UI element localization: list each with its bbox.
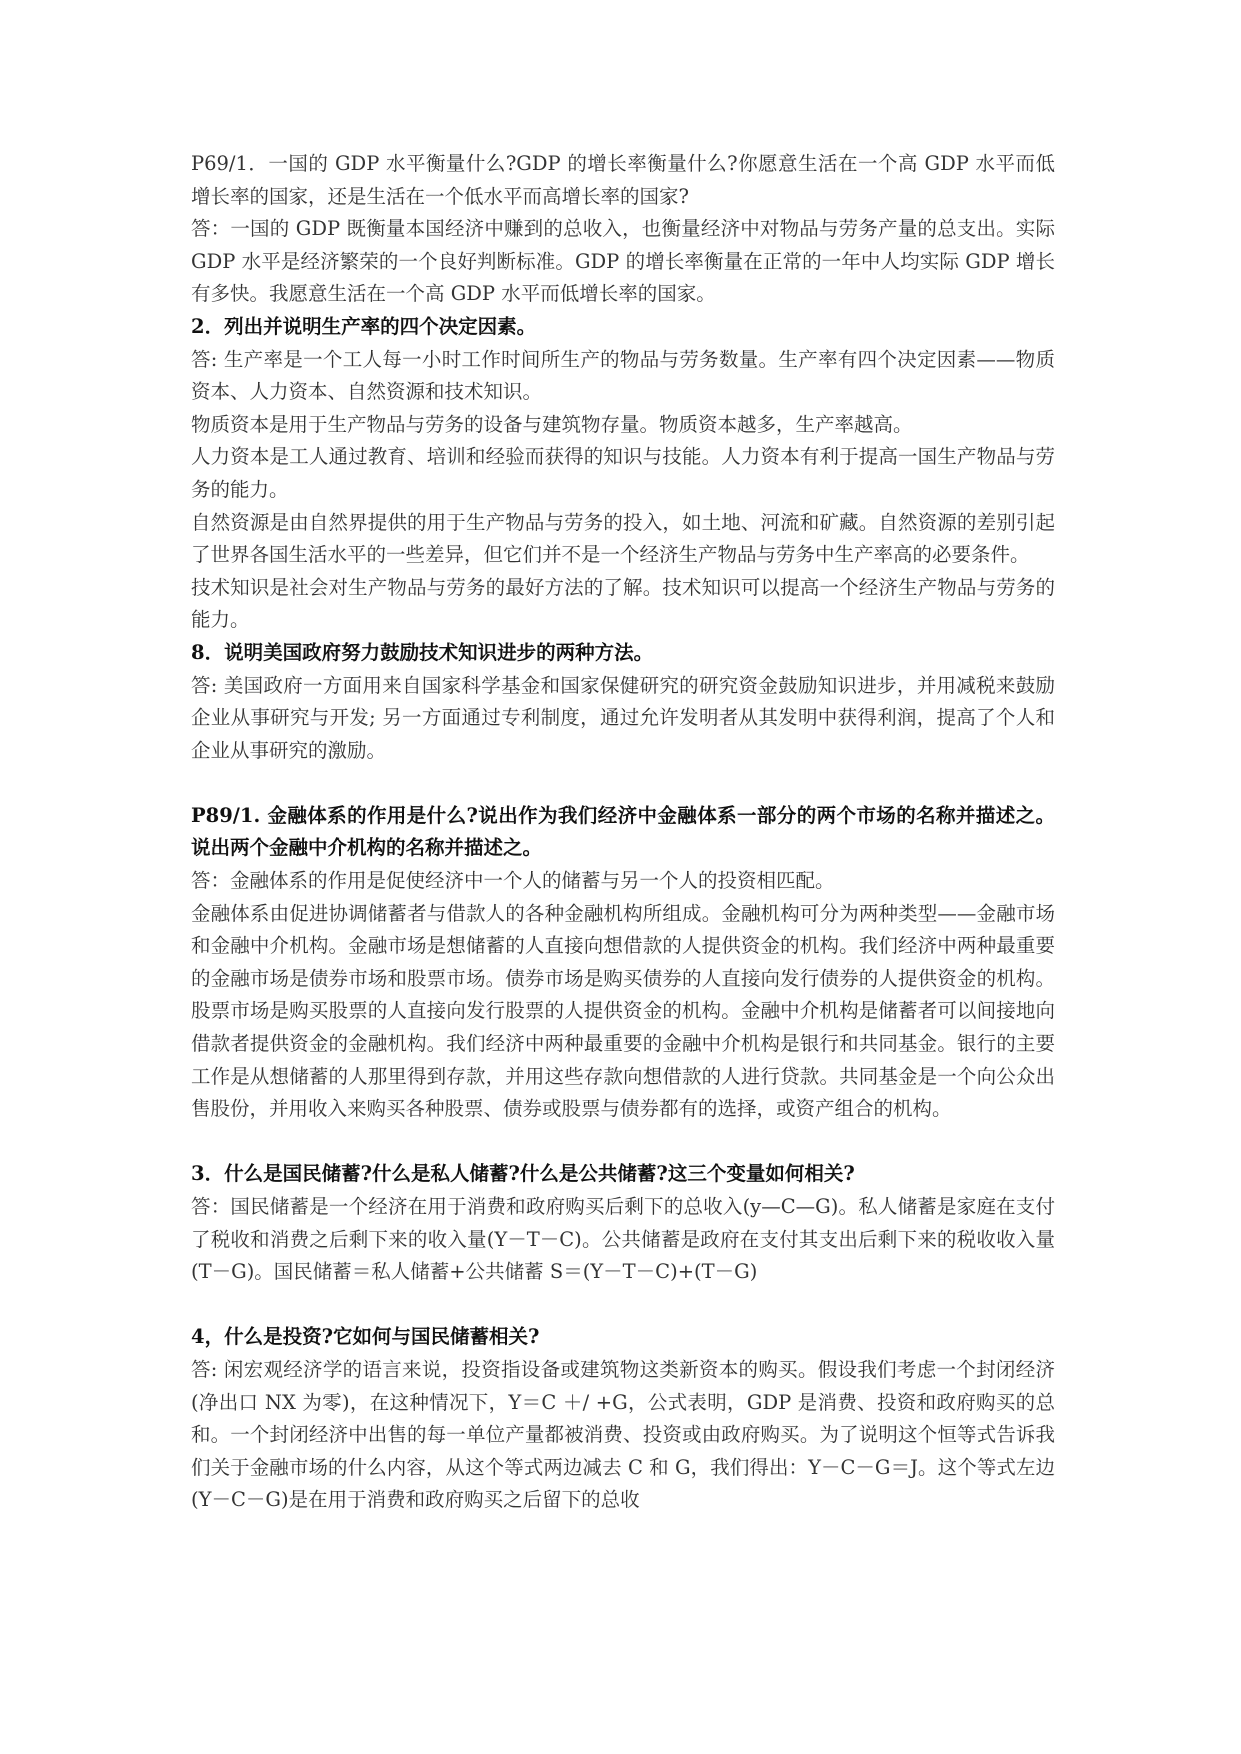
question-2: 2．列出并说明生产率的四个决定因素。 — [191, 314, 537, 338]
answer-4: 答: 闲宏观经济学的语言来说，投资指设备或建筑物这类新资本的购买。假设我们考虑一个封闭经济(净出口 NX 为零)，在这种情况下，Y＝C ＋/ +G，公式表明，GDP 是消费、投资和政府购买的总和。一个封闭经济中出售的每一单位产量都被消费、投资或由政府购买。为了说明这个恒等式告诉我们关于金融市场的什么内容，从这个等式两边减去 C 和 G，我们得出：Y－C－G＝J。这个等式左边(Y－C－G)是在用于消费和政府购买之后留下的总收 — [191, 1357, 1055, 1512]
document-page — [191, 148, 1055, 1517]
section-spacer — [191, 767, 1055, 800]
answer-8: 答: 美国政府一方面用来自国家科学基金和国家保健研究的研究资金鼓励知识进步，并用减税来鼓励企业从事研究与开发; 另一方面通过专利制度，通过允许发明者从其发明中获得利润，提高了个人和企业从事研究的激励。 — [191, 673, 1055, 762]
question-p89-1: P89/1. 金融体系的作用是什么?说出作为我们经济中金融体系一部分的两个市场的名称并描述之。说出两个金融中介机构的名称并描述之。 — [191, 803, 1055, 860]
answer-2-natural-resources: 自然资源是由自然界提供的用于生产物品与劳务的投入，如土地、河流和矿藏。自然资源的差别引起了世界各国生活水平的一些差异，但它们并不是一个经济生产物品与劳务中生产率高的必要条件。 — [191, 510, 1055, 567]
section-spacer — [191, 1126, 1055, 1159]
section-spacer — [191, 1289, 1055, 1322]
answer-p69-1: 答：一国的 GDP 既衡量本国经济中赚到的总收入，也衡量经济中对物品与劳务产量的总支出。实际 GDP 水平是经济繁荣的一个良好判断标准。GDP 的增长率衡量在正常的一年中人均实际 GDP 增长有多快。我愿意生活在一个高 GDP 水平而低增长率的国家。 — [191, 217, 1055, 306]
question-3: 3．什么是国民储蓄?什么是私人储蓄?什么是公共储蓄?这三个变量如何相关? — [191, 1162, 855, 1186]
answer-3: 答：国民储蓄是一个经济在用于消费和政府购买后剩下的总收入(y—C—G)。私人储蓄是家庭在支付了税收和消费之后剩下来的收入量(Y－T－C)。公共储蓄是政府在支付其支出后剩下来的税收收入量(T－G)。国民储蓄＝私人储蓄+公共储蓄 S＝(Y－T－C)+(T－G) — [191, 1195, 1055, 1284]
answer-p89-1-body: 金融体系由促进协调储蓄者与借款人的各种金融机构所组成。金融机构可分为两种类型——金融市场和金融中介机构。金融市场是想储蓄的人直接向想借款的人提供资金的机构。我们经济中两种最重要的金融市场是债券市场和股票市场。债券市场是购买债券的人直接向发行债券的人提供资金的机构。股票市场是购买股票的人直接向发行股票的人提供资金的机构。金融中介机构是储蓄者可以间接地向借款者提供资金的金融机构。我们经济中两种最重要的金融中介机构是银行和共同基金。银行的主要工作是从想储蓄的人那里得到存款，并用这些存款向想借款的人进行贷款。共同基金是一个向公众出售股份，并用收入来购买各种股票、债券或股票与债券都有的选择，或资产组合的机构。 — [191, 901, 1055, 1121]
answer-p89-1-intro: 答：金融体系的作用是促使经济中一个人的储蓄与另一个人的投资相匹配。 — [191, 869, 835, 893]
answer-2-human-capital: 人力资本是工人通过教育、培训和经验而获得的知识与技能。人力资本有利于提高一国生产物品与劳务的能力。 — [191, 445, 1055, 501]
question-p69-1: P69/1．一国的 GDP 水平衡量什么?GDP 的增长率衡量什么?你愿意生活在一个高 GDP 水平而低增长率的国家，还是生活在一个低水平而高增长率的国家? — [191, 152, 1055, 208]
answer-2-intro: 答: 生产率是一个工人每一小时工作时间所生产的物品与劳务数量。生产率有四个决定因素——物质资本、人力资本、自然资源和技术知识。 — [191, 347, 1055, 404]
answer-2-technology: 技术知识是社会对生产物品与劳务的最好方法的了解。技术知识可以提高一个经济生产物品与劳务的能力。 — [191, 575, 1055, 632]
question-4: 4，什么是投资?它如何与国民储蓄相关? — [191, 1325, 540, 1349]
answer-2-physical-capital: 物质资本是用于生产物品与劳务的设备与建筑物存量。物质资本越多，生产率越高。 — [191, 412, 913, 436]
question-8: 8．说明美国政府努力鼓励技术知识进步的两种方法。 — [191, 640, 654, 664]
